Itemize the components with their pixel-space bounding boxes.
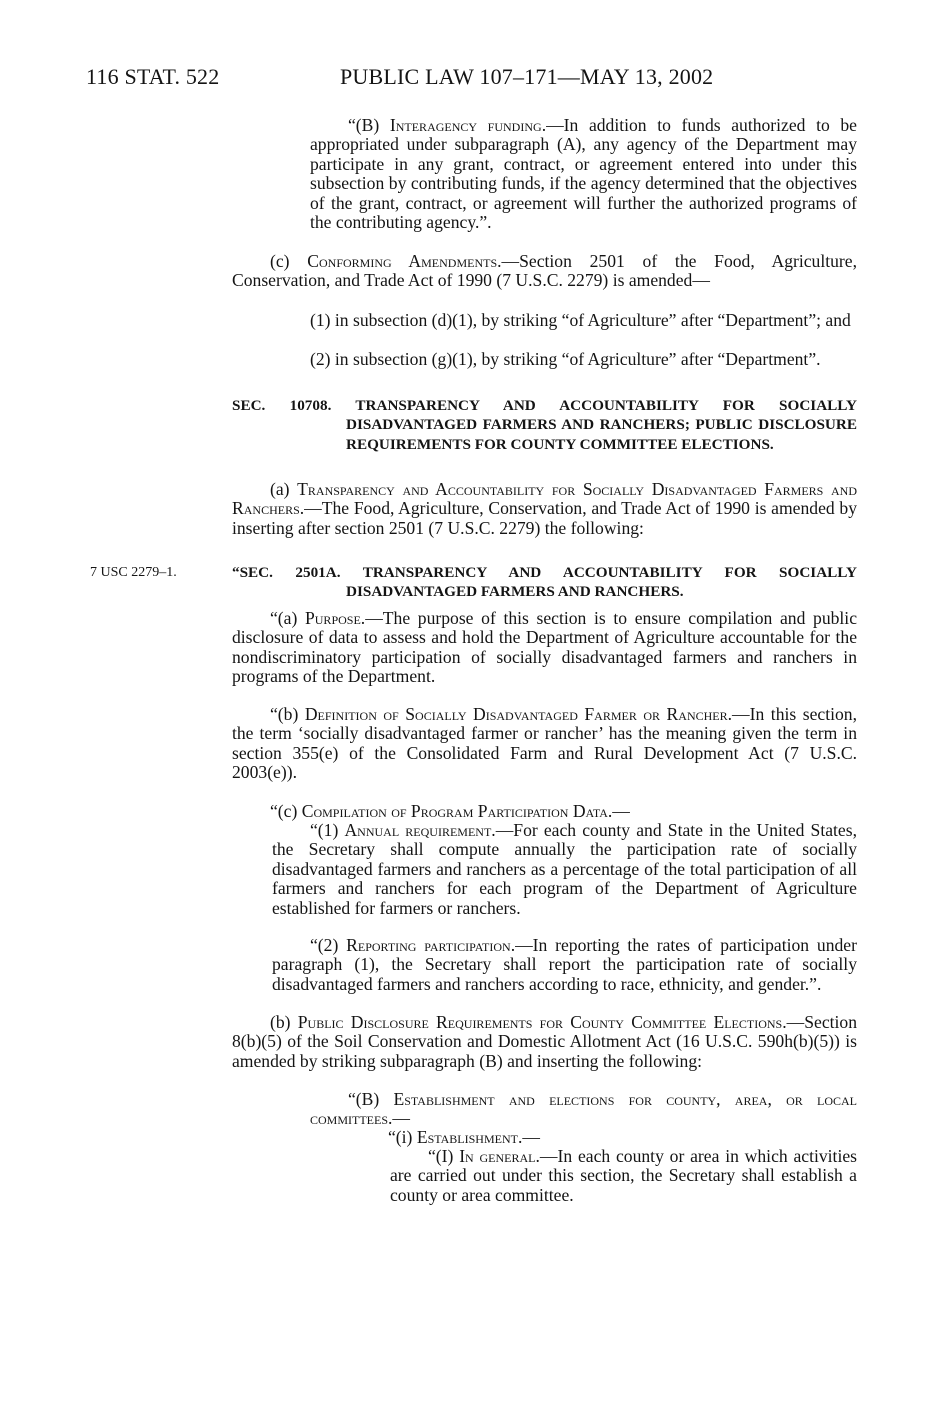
section-10708-heading: SEC. 10708. TRANSPARENCY AND ACCOUNTABILITY FOR SOCIALLY DISADVANTAGED FARMERS AND RANCHERS; PUBLIC DISCLOSURE REQUIREMENTS FOR COUNTY COMMITTEE ELECTIONS. [232, 397, 857, 453]
paragraph-purpose: “(a) Purpose.—The purpose of this section is to ensure compilation and public disclosure of data to assess and hold the Department of Agriculture accountable for the nondiscriminatory participation of socially disadvantaged farmers and ranchers in programs of the Department. [232, 608, 857, 687]
conforming-item-2: (2) in subsection (g)(1), by striking “of Agriculture” after “Department”. [310, 349, 821, 369]
paragraph-public-disclosure: (b) Public Disclosure Requirements for County Committee Elections.—Section 8(b)(5) of the Soil Conservation and Domestic Allotment Act (16 U.S.C. 590h(b)(5)) is amended by striking subparagraph (B) and inserting the following: [232, 1012, 857, 1071]
paragraph-transparency-accountability: (a) Transparency and Accountability for Socially Disadvantaged Farmers and Ranchers.—The Food, Agriculture, Conservation, and Trade Act of 1990 is amended by inserting after section 2501 (7 U.S.C. 2279) the following: [232, 479, 857, 538]
paragraph-in-general: “(I) In general.—In each county or area in which activities are carried out under this section, the Secretary shall establish a county or area committee. [390, 1146, 857, 1205]
paragraph-interagency-funding: “(B) Interagency funding.—In addition to funds authorized to be appropriated under subparagraph (A), any agency of the Department may participate in any grant, contract, or agreement entered into under this subsection by contributing funds, if the agency determined that the objectives of the grant, contract, or agreement will further the authorized programs of the contributing agency.”. [310, 115, 857, 233]
public-law-title: PUBLIC LAW 107–171—MAY 13, 2002 [340, 64, 714, 89]
paragraph-conforming-amendments: (c) Conforming Amendments.—Section 2501 of the Food, Agriculture, Conservation, and Trade Act of 1990 (7 U.S.C. 2279) is amended— [232, 251, 857, 291]
conforming-item-1: (1) in subsection (d)(1), by striking “of Agriculture” after “Department”; and [310, 310, 851, 330]
paragraph-reporting-participation: “(2) Reporting participation.—In reporting the rates of participation under paragraph (1), the Secretary shall report the participation rate of socially disadvantaged farmers and ranchers according to race, ethnicity, and gender.”. [272, 935, 857, 994]
paragraph-definition: “(b) Definition of Socially Disadvantaged Farmer or Rancher.—In this section, the term ‘socially disadvantaged farmer or rancher’ has the meaning given the term in section 355(e) of the Consolidated Farm and Rural Development Act (7 U.S.C. 2003(e)). [232, 704, 857, 783]
stat-page-number: 116 STAT. 522 [86, 64, 220, 89]
usc-margin-note: 7 USC 2279–1. [90, 565, 177, 580]
section-2501a-heading: “SEC. 2501A. TRANSPARENCY AND ACCOUNTABILITY FOR SOCIALLY DISADVANTAGED FARMERS AND RANCHERS. [232, 564, 857, 601]
paragraph-establishment: “(i) Establishment.— [388, 1127, 540, 1147]
paragraph-establishment-elections: “(B) Establishment and elections for county, area, or local committees.— [310, 1089, 857, 1129]
paragraph-compilation: “(c) Compilation of Program Participation Data.— [270, 801, 630, 821]
paragraph-annual-requirement: “(1) Annual requirement.—For each county and State in the United States, the Secretary shall compute annually the participation rate of socially disadvantaged farmers and ranchers as a percentage of the total participation of all farmers and ranchers for each program of the Department of Agriculture established for farmers or ranchers. [272, 820, 857, 918]
